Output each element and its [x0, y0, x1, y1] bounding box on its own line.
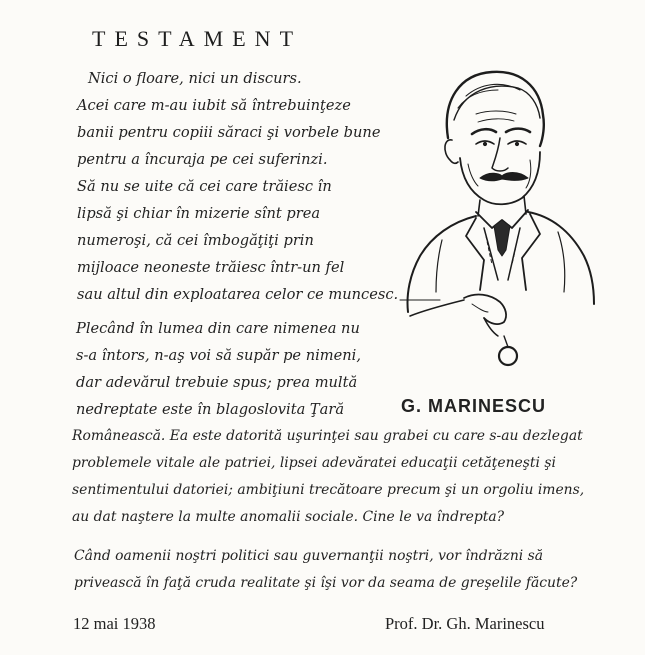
text-line: Plecând în lumea din care nimenea nu — [76, 320, 360, 337]
text-line: banii pentru copiii săraci şi vorbele bune — [77, 124, 381, 141]
portrait-sketch — [380, 60, 615, 370]
text-line: lipsă şi chiar în mizerie sînt prea — [77, 205, 321, 222]
text-line: sentimentului datoriei; ambiţiuni trecătoare precum şi un orgoliu imens, — [72, 482, 585, 498]
text-line: pentru a încuraja pe cei suferinzi. — [77, 151, 328, 168]
text-line: privească în faţă cruda realitate şi îşi vor da seama de greşelile făcute? — [74, 575, 578, 591]
text-line: dar adevărul trebuie spus; prea multă — [76, 374, 358, 391]
text-line: Când oamenii noştri politici sau guvernanţii noştri, vor îndrăzni să — [74, 548, 544, 564]
portrait-caption: G. MARINESCU — [401, 396, 547, 416]
text-line: nedreptate este în blagoslovita Ţară — [76, 401, 345, 418]
text-line: sau altul din exploatarea celor ce muncesc. — [77, 286, 399, 303]
text-line: au dat naştere la multe anomalii sociale. Cine le va îndrepta? — [72, 509, 505, 525]
text-line: Nici o floare, nici un discurs. — [88, 70, 302, 87]
text-line: Acei care m-au iubit să întrebuinţeze — [77, 97, 351, 114]
text-line: s-a întors, n-aş voi să supăr pe nimeni, — [76, 347, 361, 364]
document-title: TESTAMENT — [92, 26, 303, 51]
text-line: Să nu se uite că cei care trăiesc în — [77, 178, 332, 195]
signature: Prof. Dr. Gh. Marinescu — [385, 614, 545, 633]
text-line: mijloace neoneste trăiesc într-un fel — [77, 259, 345, 276]
text-line: numeroşi, că cei îmbogăţiţi prin — [77, 232, 314, 249]
document-date: 12 mai 1938 — [73, 614, 156, 633]
text-line: Românească. Ea este datorită uşurinţei sau grabei cu care s-au dezlegat — [72, 428, 583, 444]
text-line: problemele vitale ale patriei, lipsei adevăratei educaţii cetăţeneşti şi — [72, 455, 556, 471]
